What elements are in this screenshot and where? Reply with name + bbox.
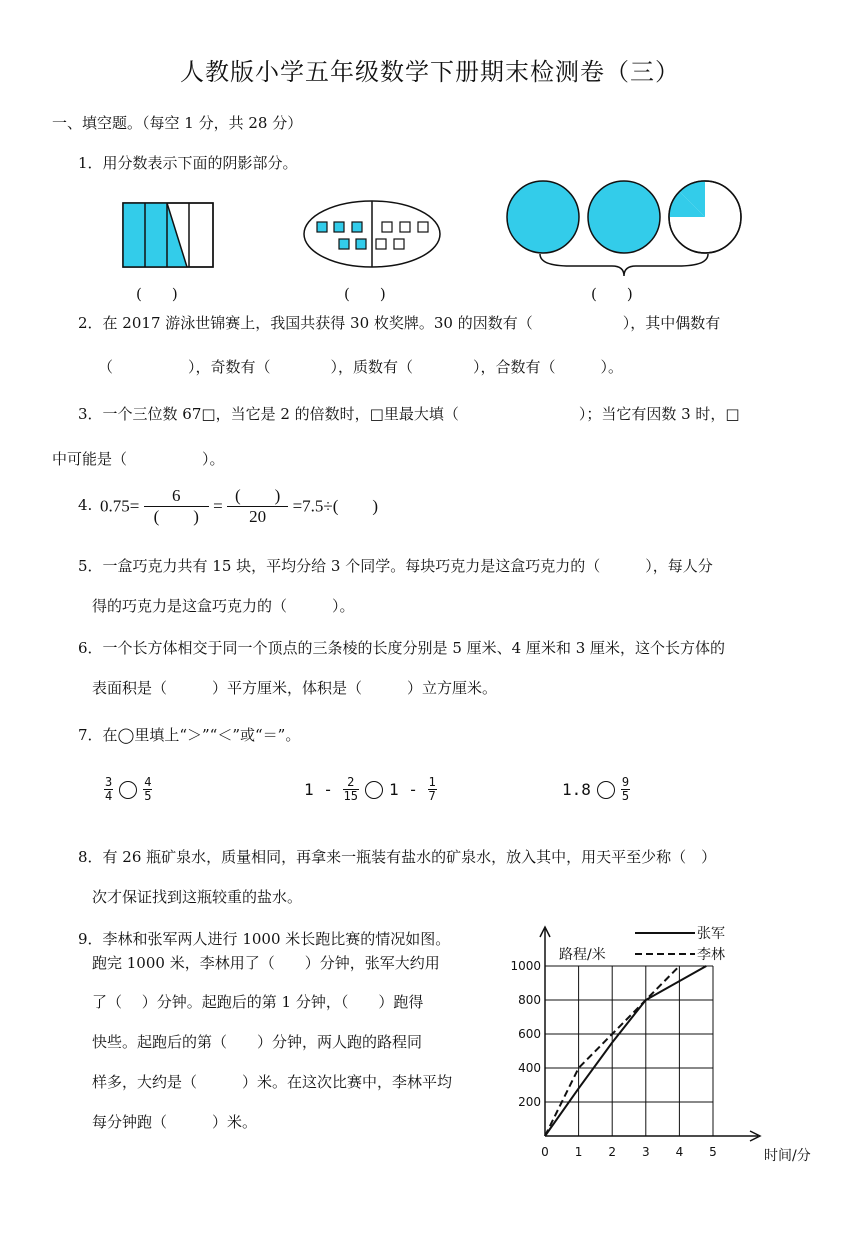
x-axis-label: 时间/分 [764, 1148, 811, 1164]
section-heading: 一、填空题。（每空 1 分，共 28 分） [52, 114, 303, 132]
q4-f2-numerator[interactable]: ( ) [227, 486, 288, 507]
question-9-line-3: 了（ ）分钟。起跑后的第 1 分钟，（ ）跑得 [92, 993, 424, 1011]
c1-right-den: 5 [144, 789, 152, 803]
question-6-line-2: 表面积是（ ）平方厘米，体积是（ ）立方厘米。 [92, 679, 498, 697]
question-9-line-6: 每分钟跑（ ）米。 [92, 1113, 258, 1131]
page-title: 人教版小学五年级数学下册期末检测卷（三） [180, 58, 680, 86]
x-tick-label: 1 [574, 1145, 583, 1159]
question-3-line-2: 中可能是（ ）。 [52, 450, 225, 468]
q1-blank-1[interactable]: ( ) [136, 285, 178, 303]
circles-figure [500, 176, 748, 280]
question-8-line-2: 次才保证找到这瓶较重的盐水。 [92, 888, 303, 906]
q4-fraction-1 [144, 486, 209, 527]
q4-equals: = [213, 496, 223, 516]
x-tick-label: 0 [541, 1145, 549, 1159]
legend-label: 张军 [697, 926, 725, 942]
q4-tail[interactable]: =7.5÷( ) [292, 496, 379, 516]
compare-3 [562, 776, 630, 803]
c1-left-fraction [104, 776, 113, 803]
question-4-equation [100, 486, 378, 527]
compare-2 [304, 776, 437, 803]
question-5-line-1: 5．一盒巧克力共有 15 块，平均分给 3 个同学。每块巧克力是这盒巧克力的（ ），每人分 [78, 557, 713, 575]
x-tick-label: 5 [709, 1145, 717, 1159]
compare-1 [104, 776, 152, 803]
question-9-line-2: 跑完 1000 米，李林用了（ ）分钟，张军大约用 [92, 954, 440, 972]
compare-circle-1[interactable] [119, 781, 137, 799]
question-5-line-2: 得的巧克力是这盒巧克力的（ ）。 [92, 597, 355, 615]
question-4-number: 4. [78, 496, 93, 514]
question-9-line-4: 快些。起跑后的第（ ）分钟，两人跑的路程同 [92, 1033, 423, 1051]
c1-right-num: 4 [144, 775, 152, 789]
brace [540, 254, 708, 276]
y-tick-label: 600 [518, 1027, 541, 1041]
q4-fraction-2 [227, 486, 288, 527]
c2-left-fraction [343, 776, 359, 803]
question-9-line-1: 9．李林和张军两人进行 1000 米长跑比赛的情况如图。 [78, 930, 451, 948]
y-tick-label: 800 [518, 993, 541, 1007]
c2-left-one: 1 - [304, 780, 333, 799]
y-tick-label: 1000 [510, 959, 541, 973]
x-tick-label: 4 [675, 1145, 684, 1159]
question-6-line-1: 6．一个长方体相交于同一个顶点的三条棱的长度分别是 5 厘米、4 厘米和 3 厘米，这个长方体的 [78, 639, 726, 657]
y-tick-label: 200 [518, 1095, 541, 1109]
question-7: 7．在◯里填上“＞”“＜”或“＝”。 [78, 726, 301, 744]
q4-f1-numerator: 6 [144, 486, 209, 507]
question-3-line-1: 3．一个三位数 67□，当它是 2 的倍数时，□里最大填（ ）；当它有因数 3 时，□ [78, 405, 740, 423]
c3-right-num: 9 [621, 775, 630, 789]
q4-term: 0.75= [100, 496, 140, 516]
q4-f2-denominator: 20 [249, 507, 267, 526]
c2-left-den: 15 [343, 789, 358, 803]
oval-figure [300, 198, 446, 272]
c3-right-den: 5 [621, 789, 630, 803]
q4-f1-denominator[interactable]: ( ) [153, 507, 199, 526]
c1-left-den: 4 [105, 789, 113, 803]
c3-left-value: 1.8 [562, 780, 591, 799]
q1-blank-3[interactable]: ( ) [591, 285, 633, 303]
c2-right-den: 7 [428, 789, 436, 803]
c3-right-fraction [621, 776, 630, 803]
c2-right-fraction [428, 776, 437, 803]
c1-right-fraction [143, 776, 152, 803]
c1-left-num: 3 [105, 775, 113, 789]
question-1: 1．用分数表示下面的阴影部分。 [78, 154, 298, 172]
question-8-line-1: 8．有 26 瓶矿泉水，质量相同，再拿来一瓶装有盐水的矿泉水，放入其中，用天平至少称（ ） [78, 848, 717, 866]
legend-label: 李林 [697, 947, 725, 963]
bar-figure [120, 200, 216, 270]
c2-right-one: 1 - [389, 780, 418, 799]
compare-circle-2[interactable] [365, 781, 383, 799]
question-9-line-5: 样多，大约是（ ）米。在这次比赛中，李林平均 [92, 1073, 453, 1091]
c2-right-num: 1 [428, 775, 436, 789]
series-line-1 [545, 966, 706, 1136]
x-tick-label: 2 [608, 1145, 617, 1159]
c2-left-num: 2 [343, 776, 359, 790]
question-2-line-1: 2．在 2017 游泳世锦赛上，我国共获得 30 枚奖牌。30 的因数有（ ），其中偶数有 [78, 314, 721, 332]
question-2-line-2: （ ），奇数有（ ），质数有（ ），合数有（ ）。 [98, 358, 624, 376]
y-tick-label: 400 [518, 1061, 541, 1075]
race-chart [500, 915, 811, 1170]
compare-circle-3[interactable] [597, 781, 615, 799]
x-tick-label: 3 [641, 1145, 650, 1159]
y-axis-label: 路程/米 [559, 947, 606, 963]
q1-blank-2[interactable]: ( ) [344, 285, 386, 303]
